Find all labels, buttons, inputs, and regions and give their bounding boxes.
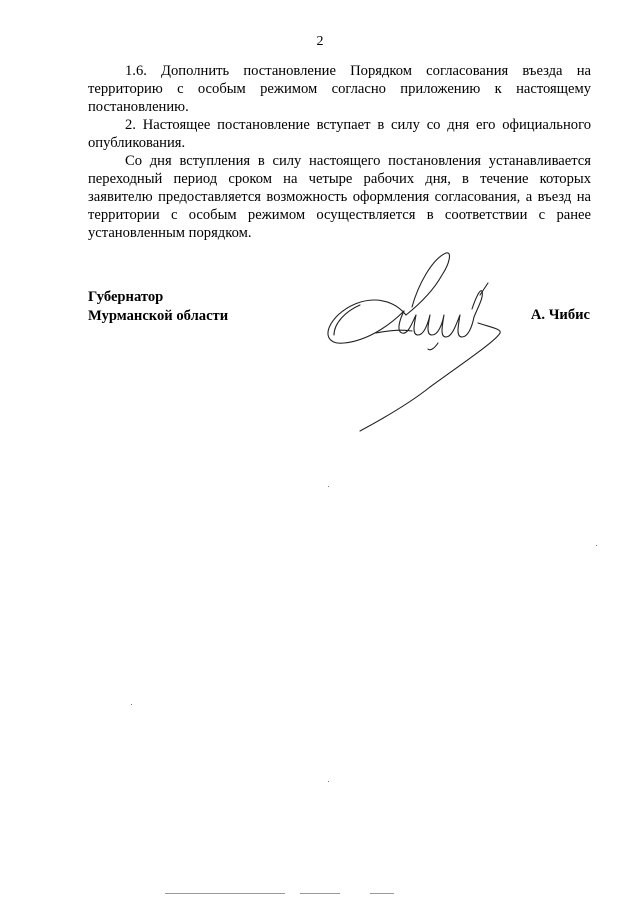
signer-name: А. Чибис (530, 307, 590, 323)
document-body (88, 62, 591, 242)
scan-speck (328, 781, 329, 782)
page-number: 2 (316, 34, 324, 49)
signatory-title (88, 288, 228, 326)
paragraph-2: 2. Настоящее постановление вступает в силу со дня его официального опубликования. (88, 117, 591, 151)
scan-speck (596, 545, 597, 546)
scan-edge-line (300, 893, 340, 894)
signatory-title-line-1: Губернатор (88, 289, 164, 305)
paragraph-transition-period: Со дня вступления в силу настоящего постановления устанавливается переходный период сроком на четыре рабочих дня, в течение которых заявителю предоставляется возможность оформления согласования, а въезд на территории с особым режимом осуществляется в соответствии с ранее установленным порядком. (88, 153, 591, 241)
scan-speck (328, 486, 329, 487)
paragraph-1-6: 1.6. Дополнить постановление Порядком согласования въезда на территорию с особым режимом согласно приложению к настоящему постановлению. (88, 63, 591, 115)
handwritten-signature (320, 245, 520, 435)
signatory-title-line-2: Мурманской области (88, 308, 229, 324)
scan-speck (131, 704, 132, 705)
scan-edge-line (165, 893, 285, 894)
scan-edge-line (370, 893, 394, 894)
